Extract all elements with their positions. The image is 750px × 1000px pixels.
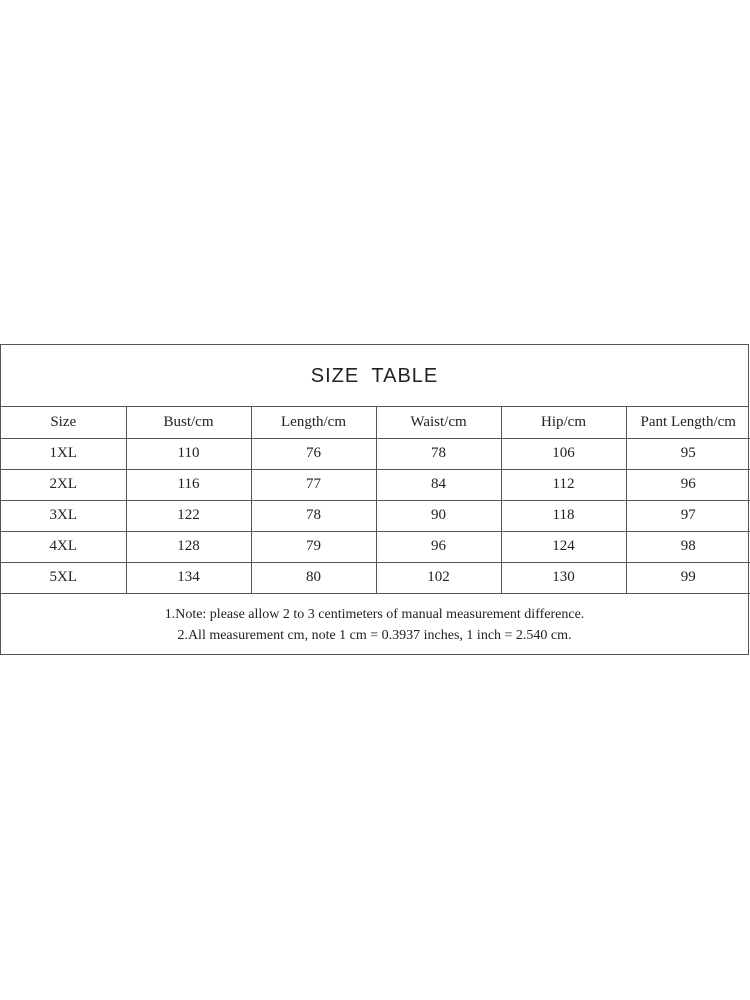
title-row	[1, 345, 748, 407]
cell-pant-length: 99	[626, 562, 750, 593]
cell-hip: 112	[501, 469, 626, 500]
table-row	[1, 438, 750, 469]
cell-length: 80	[251, 562, 376, 593]
cell-size: 5XL	[1, 562, 126, 593]
cell-waist: 84	[376, 469, 501, 500]
header-waist: Waist/cm	[376, 407, 501, 438]
header-row	[1, 407, 750, 438]
cell-pant-length: 98	[626, 531, 750, 562]
note-unit-conversion: 2.All measurement cm, note 1 cm = 0.3937 inches, 1 inch = 2.540 cm.	[177, 627, 572, 643]
cell-bust: 110	[126, 438, 251, 469]
cell-pant-length: 95	[626, 438, 750, 469]
cell-pant-length: 97	[626, 500, 750, 531]
header-length: Length/cm	[251, 407, 376, 438]
cell-waist: 90	[376, 500, 501, 531]
cell-size: 1XL	[1, 438, 126, 469]
cell-waist: 96	[376, 531, 501, 562]
header-size: Size	[1, 407, 126, 438]
cell-hip: 118	[501, 500, 626, 531]
cell-bust: 116	[126, 469, 251, 500]
cell-size: 3XL	[1, 500, 126, 531]
table-row	[1, 469, 750, 500]
table-row	[1, 531, 750, 562]
cell-hip: 130	[501, 562, 626, 593]
cell-hip: 106	[501, 438, 626, 469]
note-measurement-difference: 1.Note: please allow 2 to 3 centimeters of manual measurement difference.	[164, 606, 585, 622]
cell-size: 4XL	[1, 531, 126, 562]
size-table	[1, 407, 750, 594]
header-hip: Hip/cm	[501, 407, 626, 438]
header-bust: Bust/cm	[126, 407, 251, 438]
table-row	[1, 500, 750, 531]
cell-pant-length: 96	[626, 469, 750, 500]
notes	[1, 594, 748, 646]
cell-bust: 134	[126, 562, 251, 593]
cell-hip: 124	[501, 531, 626, 562]
cell-waist: 78	[376, 438, 501, 469]
header-pant-length: Pant Length/cm	[626, 407, 750, 438]
table-row	[1, 562, 750, 593]
cell-waist: 102	[376, 562, 501, 593]
size-chart	[0, 344, 749, 655]
cell-size: 2XL	[1, 469, 126, 500]
cell-bust: 122	[126, 500, 251, 531]
chart-title: SIZE TABLE	[310, 365, 439, 387]
cell-length: 78	[251, 500, 376, 531]
cell-length: 77	[251, 469, 376, 500]
cell-length: 76	[251, 438, 376, 469]
cell-length: 79	[251, 531, 376, 562]
cell-bust: 128	[126, 531, 251, 562]
